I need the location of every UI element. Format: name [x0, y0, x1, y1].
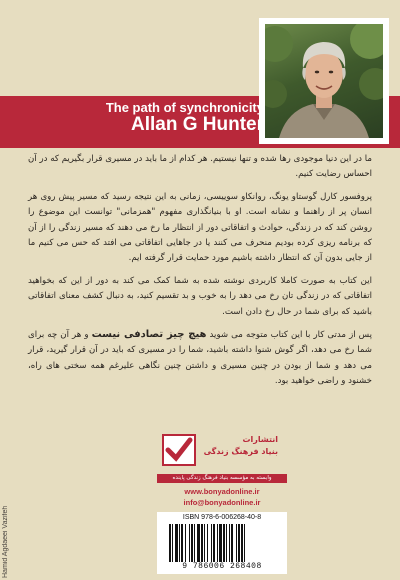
- paragraph-3: این کتاب به صورت کاملا کاربردی نوشته شده به شما کمک می کند به دور از این که بخواهید اتفاقاتی که در زندگی تان رخ می دهد را به خوب و بد تقسیم کنید، به دنبال کشف معنای اتفاقاتی باشید که برای شما در حال رخ دادن است.: [28, 275, 372, 317]
- barcode-digits: 9 786006 268408: [182, 562, 262, 571]
- publisher-website: www.bonyadonline.ir: [184, 487, 260, 496]
- paragraph-4: [28, 327, 372, 390]
- publisher-email: info@bonyadonline.ir: [183, 498, 261, 507]
- author-portrait-icon: [265, 24, 383, 138]
- key-phrase: هیچ چیز تصادفی نیست: [91, 329, 207, 341]
- barcode-icon: [169, 524, 275, 562]
- isbn-label: ISBN 978-6-006268-40-8: [182, 514, 262, 521]
- designer-credit: Hamid Agdaeei Vazifeh: [2, 505, 9, 578]
- paragraph-2: پروفسور کارل گوستاو یونگ، روانکاو سوییسی، زمانی به این نتیجه رسید که مسیر پیش روی هر انسان پر از راهنما و نشانه است. او با بنیانگذاری مفهوم "همزمانی" توانست این موضوع را روشن کند که در زندگی، حوادث و اتفاقاتی دور از انتظار ما رخ می دهند که مسیر زندگی را از آن که برنامه ریزی کرده بودیم منحرف می کنند یا در جاهایی اتفاقاتی می افتد که حس می کنیم ما از جایی بدون آن که انتظار داشته باشیم مورد حمایت قرار گرفته ایم.: [28, 191, 372, 264]
- description-text: [28, 152, 372, 397]
- author-name: Allan G Hunter: [130, 114, 264, 135]
- barcode-block: [157, 512, 287, 574]
- paragraph-4-start: پس از مدتی کار با این کتاب متوجه می شوید: [209, 330, 373, 341]
- publisher-description: وابسته به مؤسسه بنیاد فرهنگ زندگی پاینده: [157, 474, 287, 483]
- paragraph-1: ما در این دنیا موجودی رها شده و تنها نیستیم. هر کدام از ما باید در مسیری قرار بگیریم که در آن احساس رضایت کنیم.: [28, 154, 372, 180]
- publisher-logo: [162, 434, 196, 466]
- author-photo: [265, 24, 383, 138]
- publisher-logo-icon: [162, 434, 196, 466]
- publisher-name-line2: بنیاد فرهنگ زندگی: [203, 447, 278, 456]
- book-subtitle: The path of synchronicity: [105, 100, 264, 115]
- publisher-name-line1: انتشارات: [242, 435, 278, 444]
- paragraph-4-end: و هر آن چه برای شما رخ می دهد، اگر گوش شنوا داشته باشید، شما را در مسیری که باید در آن قرار گیرید، قرار می دهد و شما از بودن در چنین مسیری و داشتن چنین نگاهی علیرغم همه سختی های راه، خشنود و راضی خواهید بود.: [28, 330, 372, 387]
- publisher-name: [200, 434, 278, 466]
